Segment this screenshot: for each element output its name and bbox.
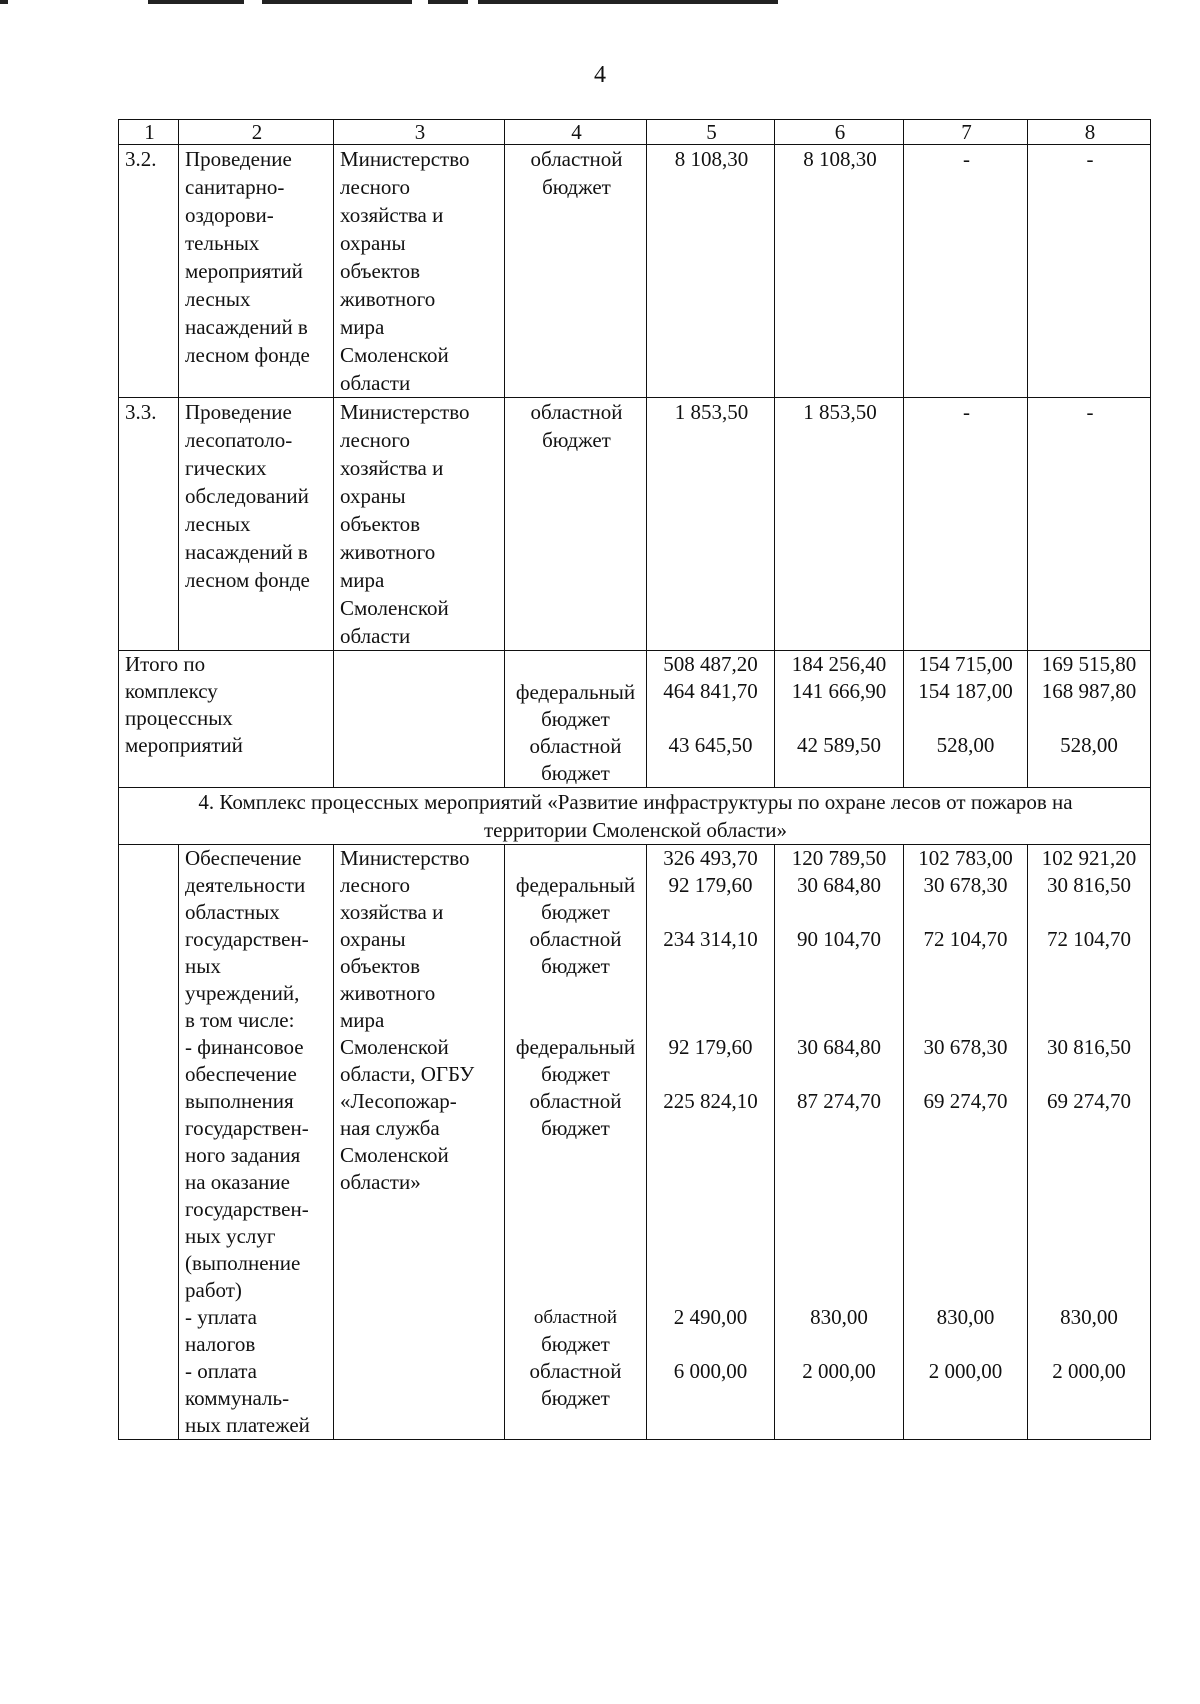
funding-source: федеральный бюджет областной бюджет <box>505 651 647 788</box>
row-number: 3.2. <box>119 145 179 398</box>
total-col-6: 184 256,40 141 666,90 42 589,50 <box>775 651 904 788</box>
row4-col-6: 120 789,50 30 684,80 90 104,70 30 684,80 87 274,70 830,00 2 000,00 <box>775 845 904 1440</box>
funding-source: областной бюджет <box>505 398 647 651</box>
value-cell: - <box>1028 398 1151 651</box>
header-cell: 1 <box>119 120 179 145</box>
scan-marks <box>0 0 1200 8</box>
header-cell: 2 <box>179 120 334 145</box>
row-number: 3.3. <box>119 398 179 651</box>
value-cell: 8 108,30 <box>647 145 775 398</box>
table-row <box>119 845 1151 1440</box>
value-cell: - <box>904 398 1028 651</box>
table-row <box>119 145 1151 398</box>
value-cell: 1 853,50 <box>775 398 904 651</box>
row4-col-5: 326 493,70 92 179,60 234 314,10 92 179,60 225 824,10 2 490,00 6 000,00 <box>647 845 775 1440</box>
measure-name: Обеспечение деятельности областных государствен- ных учреждений, в том числе: - финансовое обеспечение выполнения государствен- ного задания на оказание государствен- ных услуг (выполнение работ) - уплата налогов - оплата коммуналь- ных платежей <box>179 845 334 1440</box>
header-cell: 8 <box>1028 120 1151 145</box>
total-col-5: 508 487,20 464 841,70 43 645,50 <box>647 651 775 788</box>
measure-name: Проведение санитарно- оздорови- тельных мероприятий лесных насаждений в лесном фонде <box>179 145 334 398</box>
executor: Министерство лесного хозяйства и охраны объектов животного мира Смоленской области, ОГБУ «Лесопожар- ная служба Смоленской области» <box>334 845 505 1440</box>
value-cell: 8 108,30 <box>775 145 904 398</box>
total-col-7: 154 715,00 154 187,00 528,00 <box>904 651 1028 788</box>
table-row <box>119 398 1151 651</box>
total-col-8: 169 515,80 168 987,80 528,00 <box>1028 651 1151 788</box>
section-title: 4. Комплекс процессных мероприятий «Развитие инфраструктуры по охране лесов от пожаров на территории Смоленской области» <box>119 788 1151 845</box>
total-label: Итого по комплексу процессных мероприятий <box>119 651 334 788</box>
value-cell: - <box>904 145 1028 398</box>
total-row <box>119 651 1151 788</box>
row4-col-8: 102 921,20 30 816,50 72 104,70 30 816,50 69 274,70 830,00 2 000,00 <box>1028 845 1151 1440</box>
executor <box>334 651 505 788</box>
funding-source: областной бюджет <box>505 145 647 398</box>
funding-source: федеральный бюджет областной бюджет федеральный бюджет областной бюджет областной бюджет областной бюджет <box>505 845 647 1440</box>
header-cell: 4 <box>505 120 647 145</box>
header-cell: 7 <box>904 120 1028 145</box>
section-header-row <box>119 788 1151 845</box>
value-cell: 1 853,50 <box>647 398 775 651</box>
row4-col-7: 102 783,00 30 678,30 72 104,70 30 678,30 69 274,70 830,00 2 000,00 <box>904 845 1028 1440</box>
executor: Министерство лесного хозяйства и охраны объектов животного мира Смоленской области <box>334 398 505 651</box>
header-cell: 6 <box>775 120 904 145</box>
row-number <box>119 845 179 1440</box>
header-row <box>119 120 1151 145</box>
header-cell: 5 <box>647 120 775 145</box>
page-number: 4 <box>594 62 606 88</box>
budget-table <box>118 119 1151 1440</box>
executor: Министерство лесного хозяйства и охраны объектов животного мира Смоленской области <box>334 145 505 398</box>
header-cell: 3 <box>334 120 505 145</box>
measure-name: Проведение лесопатоло- гических обследований лесных насаждений в лесном фонде <box>179 398 334 651</box>
value-cell: - <box>1028 145 1151 398</box>
